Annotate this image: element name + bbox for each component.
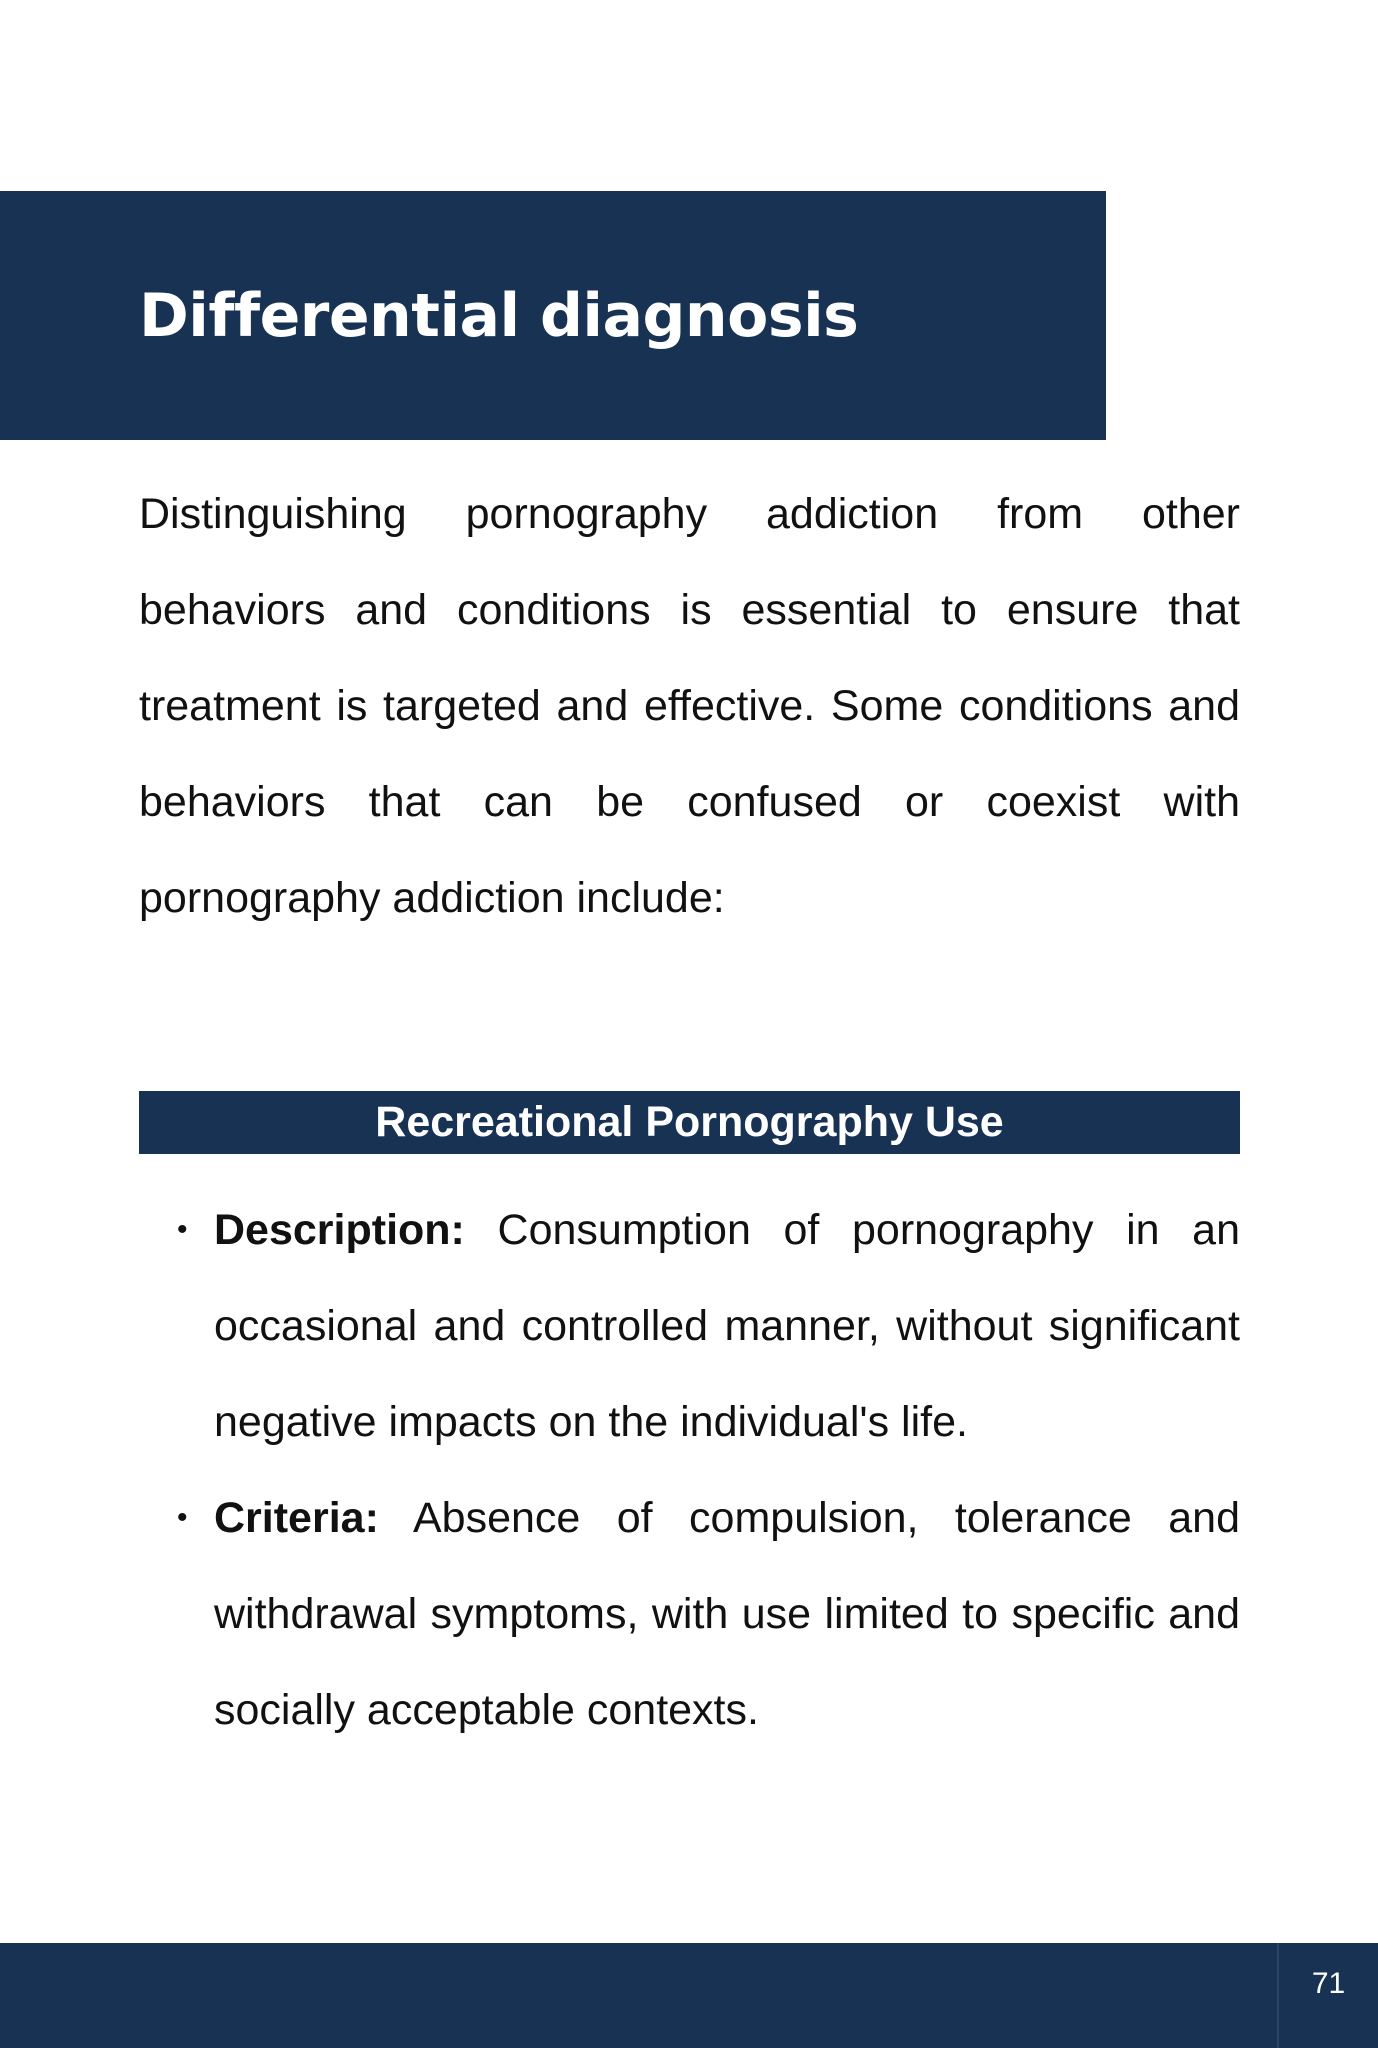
bullet-icon: • <box>177 1213 188 1246</box>
list-item-criteria <box>139 1470 1240 1758</box>
intro-paragraph: Distinguishing pornography addiction from other behaviors and conditions is essential to ensure that treatment is targeted and effective. Some conditions and behaviors that can be confused or coexist with pornography addiction include: <box>139 490 1240 922</box>
list-item-description <box>139 1182 1240 1470</box>
list-item-text: Absence of compulsion, tolerance and withdrawal symptoms, with use limited to specific and socially acceptable contexts. <box>214 1494 1240 1734</box>
bullet-icon: • <box>177 1501 188 1534</box>
list-item-term: Criteria: <box>214 1494 379 1542</box>
section-heading: Recreational Pornography Use <box>139 1091 1240 1154</box>
list-item-term: Description: <box>214 1206 465 1254</box>
criteria-list <box>139 1182 1240 1758</box>
list-item-text: Consumption of pornography in an occasional and controlled manner, without significant negative impacts on the individual's life. <box>214 1206 1241 1446</box>
page-footer <box>0 1943 1378 2048</box>
page-number: 71 <box>1311 1967 1346 2000</box>
page-title: Differential diagnosis <box>139 281 859 351</box>
